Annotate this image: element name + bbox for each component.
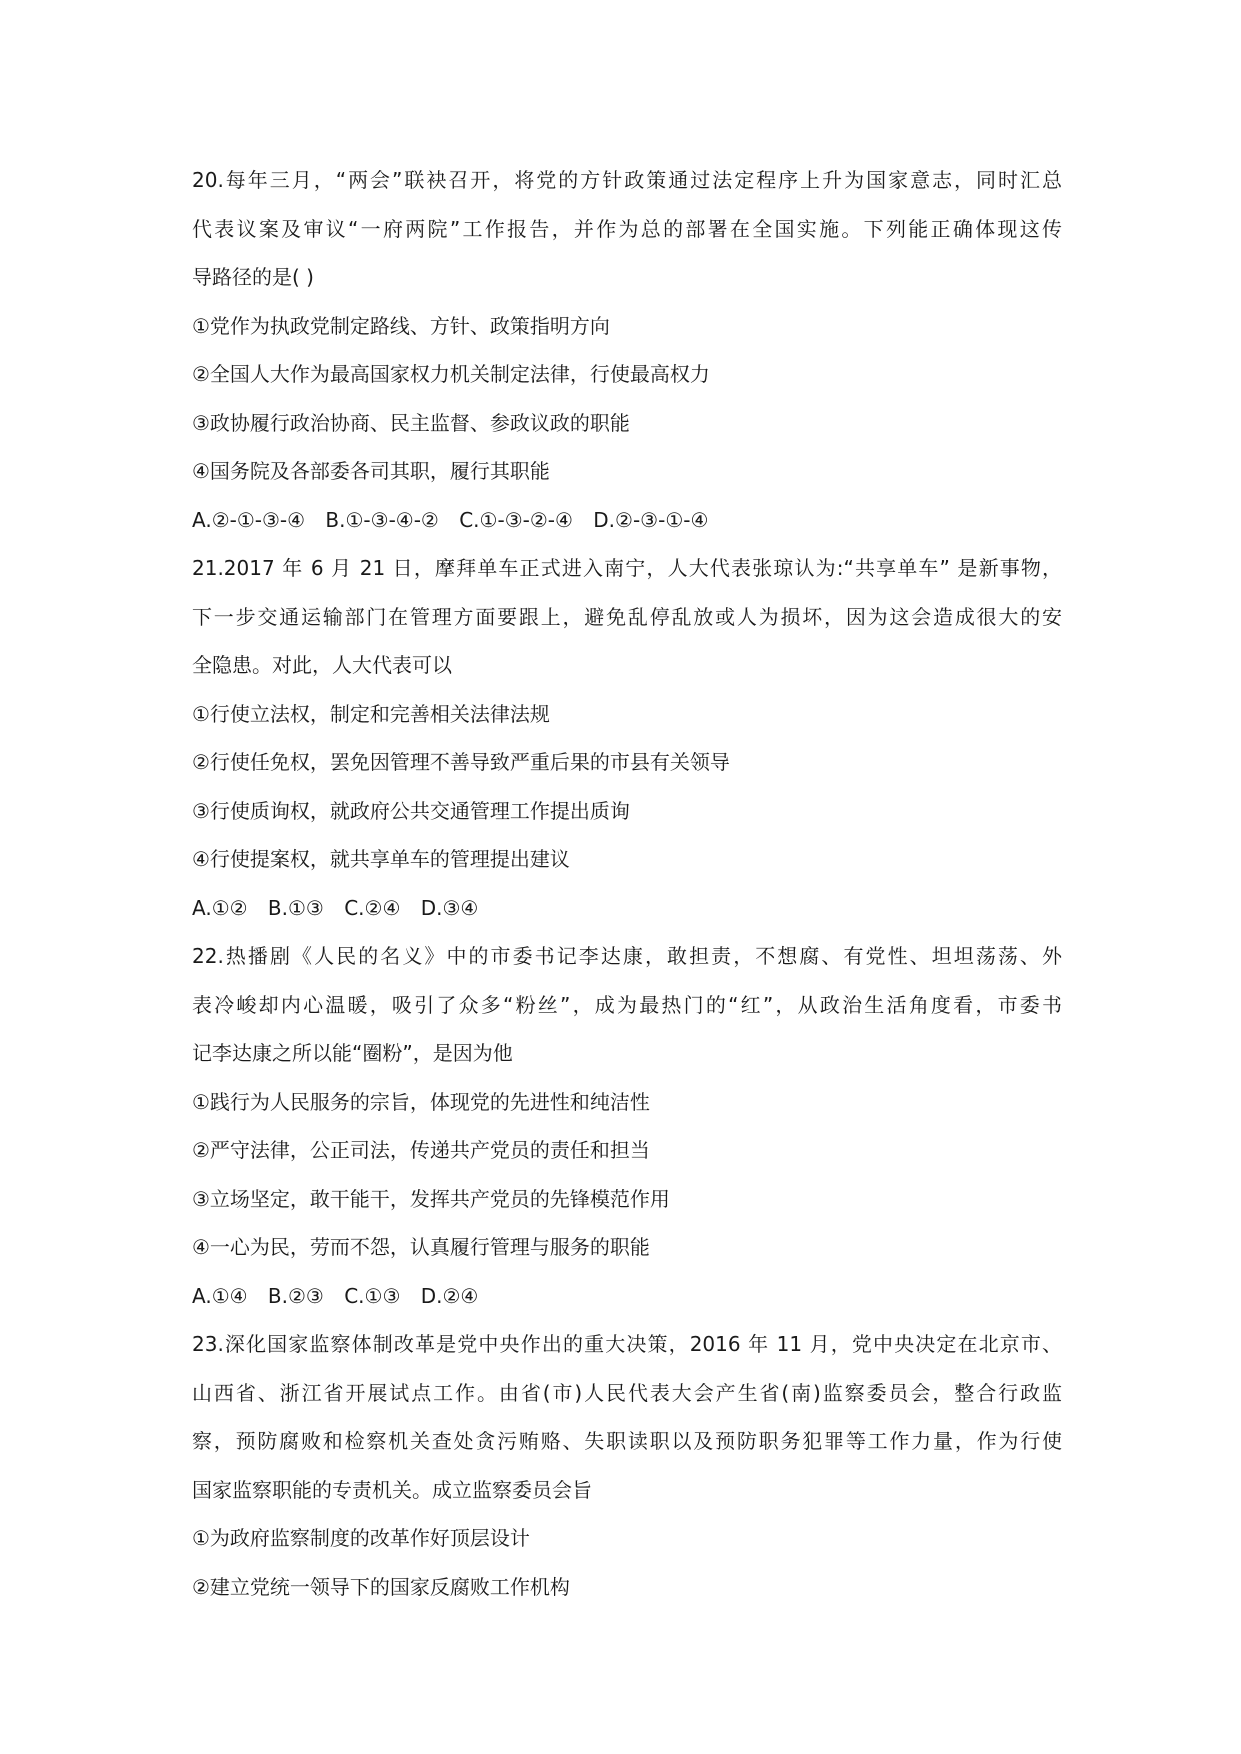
q21-options: A.①② B.①③ C.②④ D.③④ <box>192 895 479 920</box>
q20-stem-line-1: 20.每年三月，“两会”联袂召开，将党的方针政策通过法定程序上升为国家意志，同时汇总 <box>192 168 1062 192</box>
q20-item-4: ④国务院及各部委各司其职，履行其职能 <box>192 459 550 483</box>
q21-item-2: ②行使任免权，罢免因管理不善导致严重后果的市县有关领导 <box>192 750 730 774</box>
q20-stem-line-2: 代表议案及审议“一府两院”工作报告，并作为总的部署在全国实施。下列能正确体现这传 <box>192 216 1062 241</box>
q20-stem-line-3: 导路径的是( ) <box>192 265 314 289</box>
q23-item-1: ①为政府监察制度的改革作好顶层设计 <box>192 1526 530 1550</box>
q22-item-2: ②严守法律，公正司法，传递共产党员的责任和担当 <box>192 1138 650 1162</box>
q21-stem-line-1: 21.2017 年 6 月 21 日，摩拜单车正式进入南宁，人大代表张琼认为:“共享单车” 是新事物， <box>192 556 1062 580</box>
q23-item-2: ②建立党统一领导下的国家反腐败工作机构 <box>192 1574 570 1599</box>
q21-item-3: ③行使质询权，就政府公共交通管理工作提出质询 <box>192 798 630 823</box>
q22-stem-line-3: 记李达康之所以能“圈粉”，是因为他 <box>192 1041 513 1065</box>
q22-item-3: ③立场坚定，敢干能干，发挥共产党员的先锋模范作用 <box>192 1186 670 1211</box>
q23-stem-line-2: 山西省、浙江省开展试点工作。由省(市)人民代表大会产生省(南)监察委员会，整合行政监 <box>192 1380 1062 1405</box>
q22-stem-line-1: 22.热播剧《人民的名义》中的市委书记李达康，敢担责，不想腐、有党性、坦坦荡荡、外 <box>192 944 1062 968</box>
q21-stem-line-2: 下一步交通运输部门在管理方面要跟上，避免乱停乱放或人为损坏，因为这会造成很大的安 <box>192 604 1062 629</box>
q20-item-2: ②全国人大作为最高国家权力机关制定法律，行使最高权力 <box>192 362 710 386</box>
q22-stem-line-2: 表冷峻却内心温暖，吸引了众多“粉丝”，成为最热门的“红”，从政治生活角度看，市委书 <box>192 992 1062 1017</box>
q21-item-4: ④行使提案权，就共享单车的管理提出建议 <box>192 847 570 871</box>
q21-stem-line-3: 全隐患。对此，人大代表可以 <box>192 653 452 677</box>
q23-stem-line-4: 国家监察职能的专责机关。成立监察委员会旨 <box>192 1477 592 1502</box>
q22-item-4: ④一心为民，劳而不怨，认真履行管理与服务的职能 <box>192 1235 650 1259</box>
q20-item-3: ③政协履行政治协商、民主监督、参政议政的职能 <box>192 410 630 435</box>
q20-item-1: ①党作为执政党制定路线、方针、政策指明方向 <box>192 313 610 338</box>
q22-options: A.①④ B.②③ C.①③ D.②④ <box>192 1283 479 1308</box>
q23-stem-line-3: 察，预防腐败和检察机关查处贪污贿赂、失职读职以及预防职务犯罪等工作力量，作为行使 <box>192 1429 1062 1453</box>
document-page <box>192 156 1062 1611</box>
q21-item-1: ①行使立法权，制定和完善相关法律法规 <box>192 701 550 726</box>
q23-stem-line-1: 23.深化国家监察体制改革是党中央作出的重大决策，2016 年 11 月，党中央决定在北京市、 <box>192 1332 1062 1356</box>
q22-item-1: ①践行为人民服务的宗旨，体现党的先进性和纯洁性 <box>192 1089 650 1114</box>
q20-options: A.②-①-③-④ B.①-③-④-② C.①-③-②-④ D.②-③-①-④ <box>192 507 709 532</box>
